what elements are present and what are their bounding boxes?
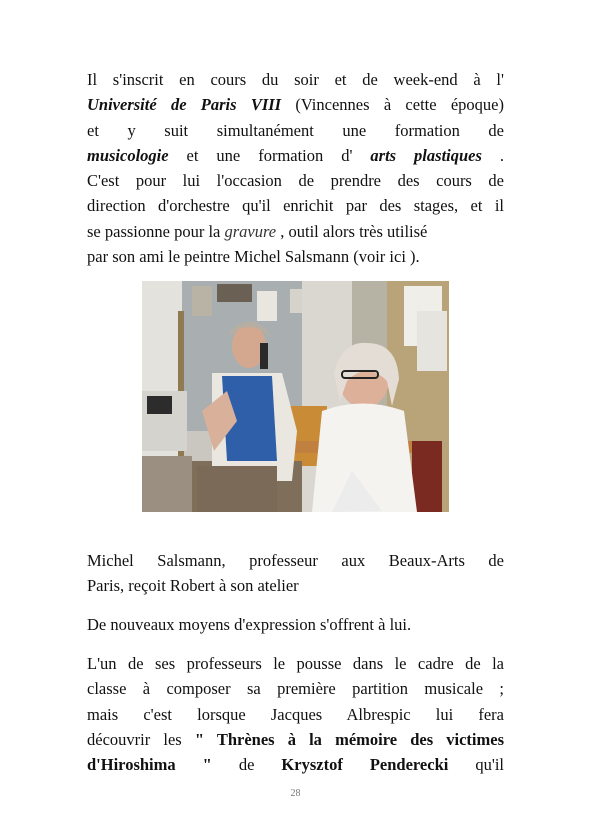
line-text: .: [481, 145, 504, 165]
work-title-end: d'Hiroshima ": [87, 755, 212, 775]
gravure-term: gravure: [224, 221, 277, 241]
arts-term: arts plastiques: [370, 145, 482, 165]
musicology-term: musicologie: [87, 145, 169, 165]
studio-photo-illustration: [142, 281, 449, 512]
paragraph-intro: [87, 67, 504, 269]
composer-name: Krysztof Penderecki: [281, 755, 449, 775]
line: Il s'inscrit en cours du soir et de week-end à l': [87, 70, 504, 89]
line-text: et une formation d': [168, 145, 371, 165]
line: C'est pour lui l'occasion de prendre des cours de: [87, 171, 504, 191]
line: direction d'orchestre qu'il enrichit par des stages, et il: [87, 196, 504, 216]
line: [87, 727, 504, 752]
line: classe à composer sa première partition musicale ;: [87, 679, 504, 699]
line: L'un de ses professeurs le pousse dans le cadre de la: [87, 654, 504, 673]
line: et y suit simultanément une formation de: [87, 120, 504, 140]
line-text: de: [211, 755, 282, 775]
line: [87, 143, 504, 168]
caption-line: Paris, reçoit Robert à son atelier: [87, 576, 299, 596]
university-name: Université de Paris VIII: [87, 95, 282, 115]
line: mais c'est lorsque Jacques Albrespic lui fera: [87, 704, 504, 724]
line-text: se passionne pour la: [87, 221, 225, 241]
line: [87, 92, 504, 117]
paragraph-composition: [87, 651, 504, 777]
line-text: , outil alors très utilisé: [276, 221, 428, 241]
line: De nouveaux moyens d'expression s'offrent à lui.: [87, 615, 412, 634]
studio-photo: [142, 281, 449, 512]
caption-line: Michel Salsmann, professeur aux Beaux-Arts de: [87, 551, 504, 570]
page-number: 28: [290, 788, 301, 799]
line-text: découvrir les: [87, 729, 195, 749]
paragraph-expression: [87, 612, 504, 637]
line: par son ami le peintre Michel Salsmann (voir ici ).: [87, 247, 420, 267]
line-text: (Vincennes à cette époque): [281, 95, 504, 115]
line: [87, 752, 504, 777]
work-title: " Thrènes à la mémoire des victimes: [194, 729, 504, 749]
photo-caption: [87, 548, 504, 599]
line: [87, 219, 504, 244]
line-text: qu'il: [448, 755, 504, 775]
